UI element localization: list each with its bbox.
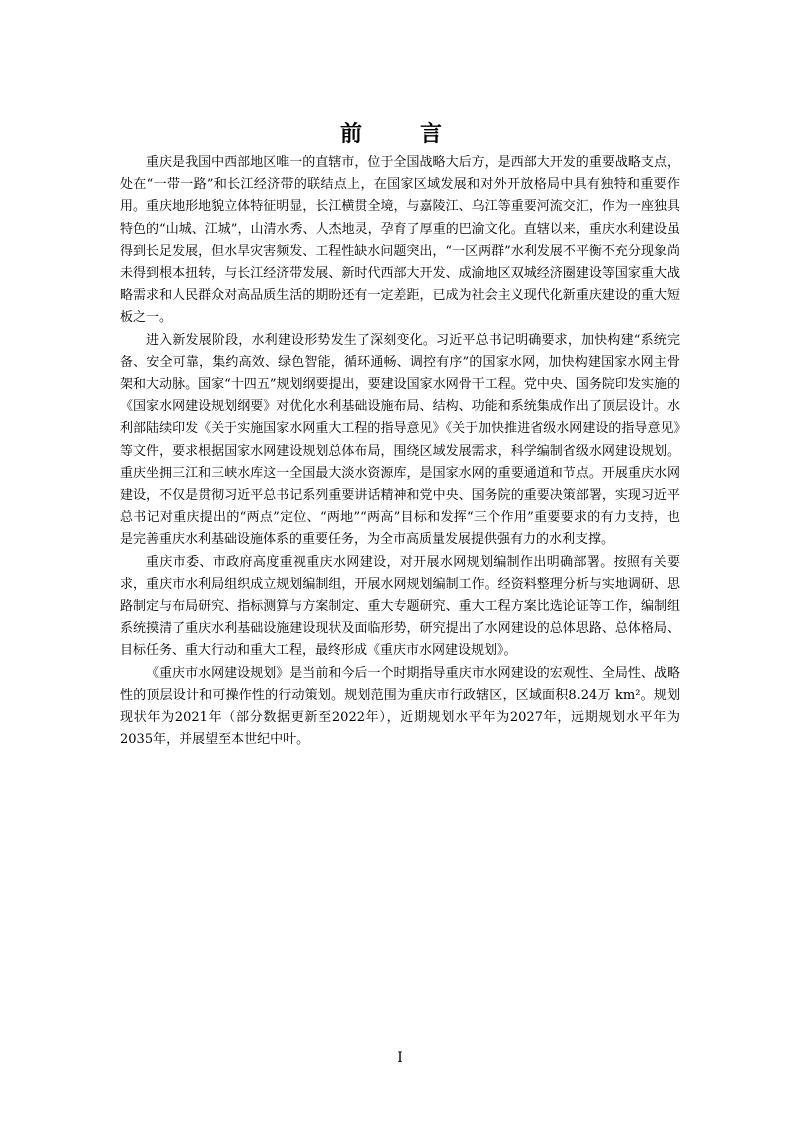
page-number: I [397,1050,403,1066]
preface-body [120,152,680,751]
paragraph-new-stage: 进入新发展阶段，水利建设形势发生了深刻变化。习近平总书记明确要求，加快构建“系统完备、安全可靠，集约高效、绿色智能，循环通畅、调控有序”的国家水网，加快构建国家水网主骨架和大动脉。国家“十四五”规划纲要提出，要建设国家水网骨干工程。党中央、国务院印发实施的《国家水网建设规划纲要》对优化水利基础设施布局、结构、功能和系统集成作出了顶层设计。水利部陆续印发《关于实施国家水网重大工程的指导意见》《关于加快推进省级水网建设的指导意见》等文件，要求根据国家水网建设规划总体布局，围绕区域发展需求，科学编制省级水网建设规划。重庆坐拥三江和三峡水库这一全国最大淡水资源库，是国家水网的重要通道和节点。开展重庆水网建设，不仅是贯彻习近平总书记系列重要讲话精神和党中央、国务院的重要决策部署，实现习近平总书记对重庆提出的“两点”定位、“两地”“两高”目标和发挥“三个作用”重要要求的有力支持，也是完善重庆水利基础设施体系的重要任务，为全市高质量发展提供强有力的水利支撑。 [120,332,680,548]
paragraph-intro: 重庆是我国中西部地区唯一的直辖市，位于全国战略大后方，是西部大开发的重要战略支点，处在“一带一路”和长江经济带的联结点上，在国家区域发展和对外开放格局中具有独特和重要作用。重庆地形地貌立体特征明显，长江横贯全境，与嘉陵江、乌江等重要河流交汇，作为一座独具特色的“山城、江城”，山清水秀、人杰地灵，孕育了厚重的巴渝文化。直辖以来，重庆水利建设虽得到长足发展，但水旱灾害频发、工程性缺水问题突出，“一区两群”水利发展不平衡不充分现象尚未得到根本扭转，与长江经济带发展、新时代西部大开发、成渝地区双城经济圈建设等国家重大战略需求和人民群众对高品质生活的期盼还有一定差距，已成为社会主义现代化新重庆建设的重大短板之一。 [120,155,680,326]
paragraph-plan-scope: 《重庆市水网建设规划》是当前和今后一个时期指导重庆市水网建设的宏观性、全局性、战略性的顶层设计和可操作性的行动策划。规划范围为重庆市行政辖区，区域面积8.24万 km²。规划现状年为2021年（部分数据更新至2022年），近期规划水平年为2027年，远期规划水平年为2035年，并展望至本世纪中叶。 [120,665,680,748]
paragraph-planning-work: 重庆市委、市政府高度重视重庆水网建设，对开展水网规划编制作出明确部署。按照有关要求，重庆市水利局组织成立规划编制组，开展水网规划编制工作。经资料整理分析与实地调研、思路制定与布局研究、指标测算与方案制定、重大专题研究、重大工程方案比选论证等工作，编制组系统摸清了重庆水利基础设施建设现状及面临形势，研究提出了水网建设的总体思路、总体格局、目标任务、重大行动和重大工程，最终形成《重庆市水网建设规划》。 [120,554,680,659]
page-title: 前 言 [339,121,460,147]
